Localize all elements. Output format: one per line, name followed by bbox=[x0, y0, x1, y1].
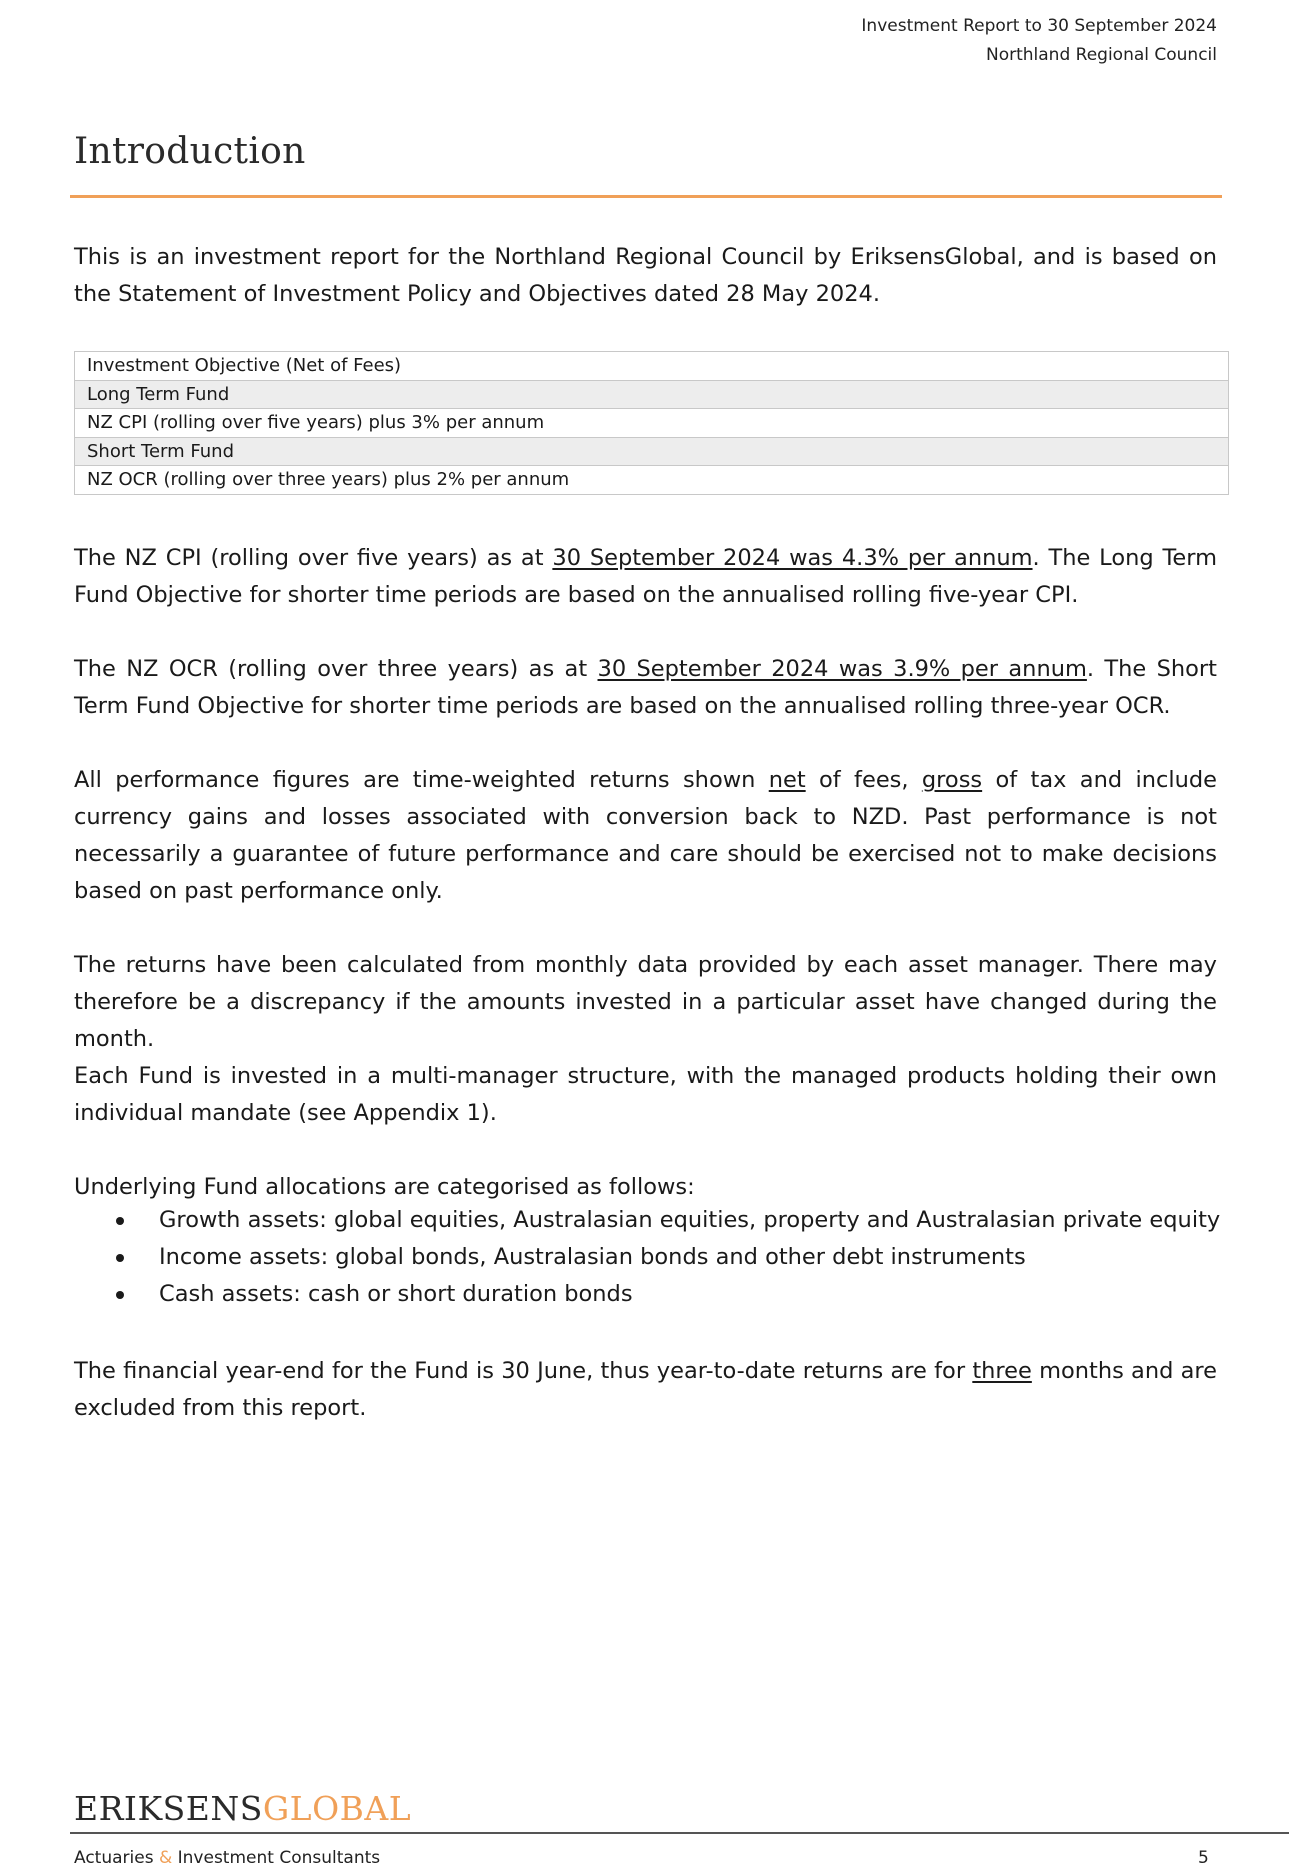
text-run: . The Short Term Fund Objective for shorter time periods are based on the annualised rolling three-year OCR. bbox=[74, 656, 1217, 719]
table-row bbox=[75, 437, 1229, 466]
page-header bbox=[861, 12, 1217, 70]
text-run: of fees, bbox=[805, 767, 922, 793]
underlined-text: three bbox=[972, 1358, 1032, 1384]
report-title: Investment Report to 30 September 2024 bbox=[861, 16, 1217, 36]
text-run: of tax and include currency gains and losses associated with conversion back to NZD. Past performance is not necessarily a guarantee of future performance and care should be exercised not to make decisions based on past performance only. bbox=[74, 767, 1217, 904]
footer-divider bbox=[70, 1832, 1289, 1834]
yearend-paragraph bbox=[74, 1353, 1217, 1427]
footer-tagline bbox=[74, 1848, 380, 1868]
table-cell: Short Term Fund bbox=[75, 437, 1229, 466]
underlined-text: gross bbox=[921, 767, 983, 793]
objectives-table bbox=[74, 351, 1229, 495]
structure-paragraph: Each Fund is invested in a multi-manager structure, with the managed products holding their own individual mandate (see Appendix 1). bbox=[74, 1063, 1217, 1126]
text-run: Investment Consultants bbox=[172, 1848, 381, 1868]
allocations-intro: Underlying Fund allocations are categorised as follows: bbox=[74, 1174, 695, 1200]
text-run: months and are excluded from this report. bbox=[74, 1358, 1218, 1421]
section-title: Introduction bbox=[74, 131, 306, 172]
title-divider bbox=[70, 195, 1222, 198]
table-row bbox=[75, 352, 1229, 381]
ampersand: & bbox=[158, 1848, 173, 1868]
bullet-icon bbox=[116, 1291, 124, 1299]
table-cell: Investment Objective (Net of Fees) bbox=[75, 352, 1229, 381]
client-name: Northland Regional Council bbox=[985, 45, 1217, 65]
performance-paragraph bbox=[74, 762, 1217, 910]
cpi-paragraph bbox=[74, 540, 1217, 614]
list-item-text: Income assets: global bonds, Australasian bonds and other debt instruments bbox=[159, 1244, 1026, 1270]
table-row bbox=[75, 409, 1229, 438]
logo-text: GLOBAL bbox=[262, 1789, 412, 1828]
text-run: The NZ CPI (rolling over five years) as at bbox=[74, 545, 553, 571]
table-cell: NZ OCR (rolling over three years) plus 2% per annum bbox=[75, 466, 1229, 495]
ocr-paragraph bbox=[74, 651, 1217, 725]
table-cell: NZ CPI (rolling over five years) plus 3% per annum bbox=[75, 409, 1229, 438]
list-item bbox=[74, 1239, 1220, 1276]
list-item-text: Cash assets: cash or short duration bonds bbox=[159, 1281, 633, 1307]
text-run: All performance figures are time-weighted returns shown bbox=[74, 767, 769, 793]
text-run: Actuaries bbox=[74, 1848, 159, 1868]
list-item-text: Growth assets: global equities, Australasian equities, property and Australasian private equity bbox=[159, 1207, 1221, 1233]
company-logo bbox=[74, 1790, 411, 1828]
bullet-icon bbox=[116, 1217, 124, 1225]
text-run: The NZ OCR (rolling over three years) as at bbox=[74, 656, 598, 682]
text-run: . The Long Term Fund Objective for shorter time periods are based on the annualised rolling five-year CPI. bbox=[74, 545, 1217, 608]
underlined-text: 30 September 2024 was 4.3% per annum bbox=[552, 545, 1033, 571]
table-row bbox=[75, 466, 1229, 495]
allocations-list bbox=[74, 1202, 1220, 1313]
returns-paragraph: The returns have been calculated from monthly data provided by each asset manager. There may therefore be a discrepancy if the amounts invested in a particular asset have changed during the month. bbox=[74, 952, 1217, 1052]
intro-paragraph: This is an investment report for the Northland Regional Council by EriksensGlobal, and is based on the Statement of Investment Policy and Objectives dated 28 May 2024. bbox=[74, 244, 1217, 307]
bullet-icon bbox=[116, 1254, 124, 1262]
page-number: 5 bbox=[1198, 1848, 1209, 1868]
text-run: The financial year-end for the Fund is 30 June, thus year-to-date returns are for bbox=[74, 1358, 973, 1384]
underlined-text: net bbox=[768, 767, 806, 793]
underlined-text: 30 September 2024 was 3.9% per annum bbox=[597, 656, 1087, 682]
table-row bbox=[75, 380, 1229, 409]
table-cell: Long Term Fund bbox=[75, 380, 1229, 409]
list-item bbox=[74, 1276, 1220, 1313]
logo-text: ERIKSENS bbox=[74, 1789, 263, 1828]
list-item bbox=[74, 1202, 1220, 1239]
